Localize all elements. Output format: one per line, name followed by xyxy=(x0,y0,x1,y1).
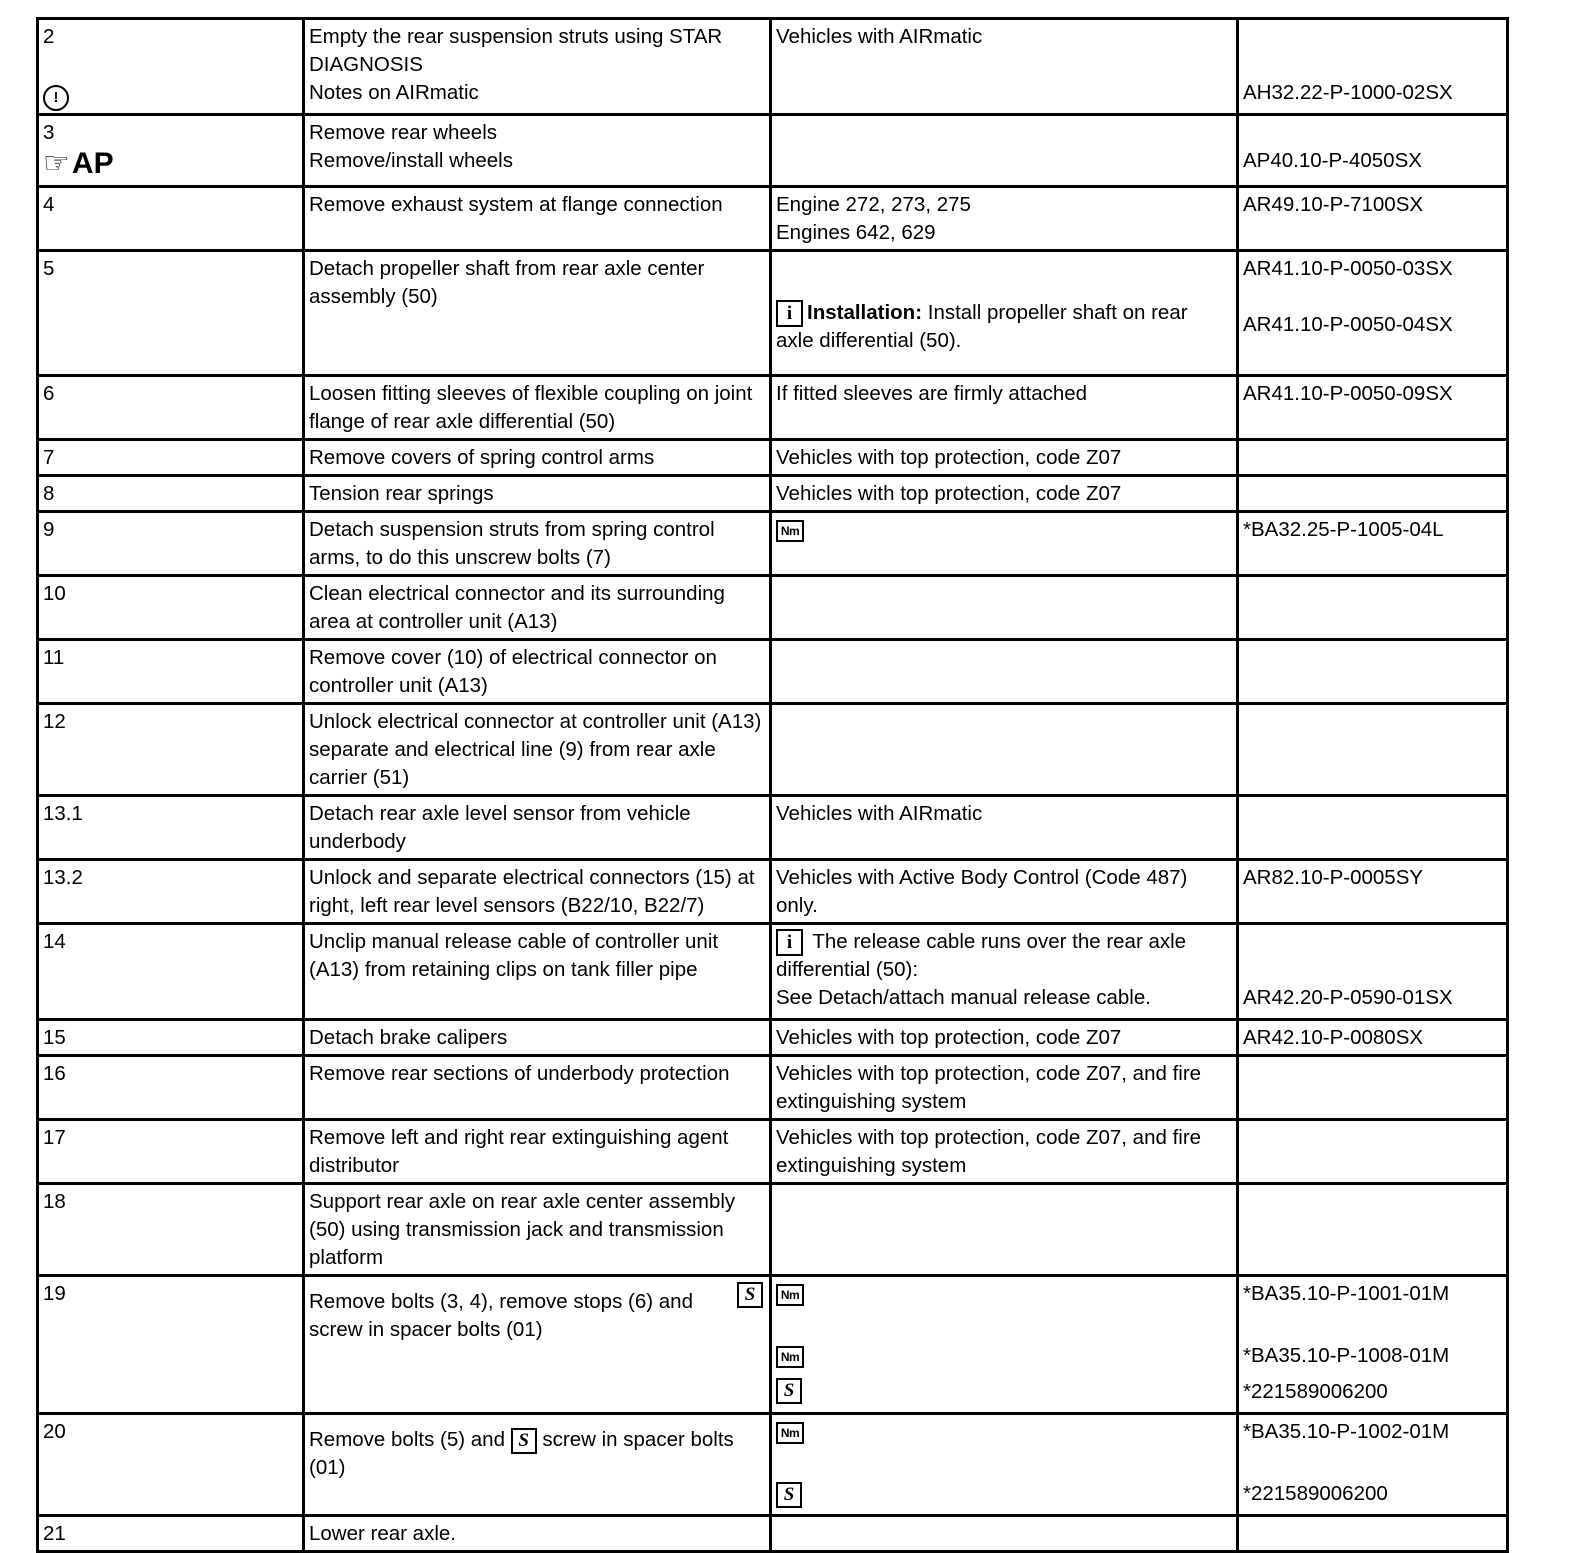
operation-cell xyxy=(304,251,771,376)
condition-cell xyxy=(771,1414,1238,1516)
step-cell xyxy=(38,1056,304,1120)
operation-text: Unlock and separate electrical connectors (15) at right, left rear level sensors (B22/10, B22/7) xyxy=(309,866,755,917)
info-note-link[interactable]: See Detach/attach manual release cable. xyxy=(776,986,1151,1010)
step-number: 6 xyxy=(43,382,55,405)
reference-cell xyxy=(1238,640,1508,704)
operation-text: Remove left and right rear extinguishing agent distributor xyxy=(309,1126,729,1177)
step-number: 20 xyxy=(43,1420,66,1443)
operation-cell xyxy=(304,924,771,1020)
special-tool-icon[interactable]: S xyxy=(511,1428,537,1454)
condition-text: If fitted sleeves are firmly attached xyxy=(776,382,1088,405)
operation-cell xyxy=(304,187,771,251)
condition-cell xyxy=(771,1276,1238,1414)
operation-cell xyxy=(304,640,771,704)
step-number: 19 xyxy=(43,1282,66,1305)
table-row xyxy=(38,376,1508,440)
reference-link[interactable]: AH32.22-P-1000-02SX xyxy=(1243,81,1453,104)
operation-text: Empty the rear suspension struts using STAR DIAGNOSIS xyxy=(309,25,723,76)
operation-link[interactable]: Remove/install wheels xyxy=(309,149,513,172)
operation-cell xyxy=(304,476,771,512)
operation-text: Remove covers of spring control arms xyxy=(309,446,655,469)
operation-text: Clean electrical connector and its surrounding area at controller unit (A13) xyxy=(309,582,725,633)
operation-cell xyxy=(304,576,771,640)
reference-cell xyxy=(1238,1056,1508,1120)
condition-text: Vehicles with top protection, code Z07 xyxy=(776,482,1122,505)
reference-cell xyxy=(1238,924,1508,1020)
nm-torque-icon[interactable]: Nm xyxy=(776,1422,804,1444)
reference-cell xyxy=(1238,476,1508,512)
condition-text: Engine 272, 273, 275 xyxy=(776,193,971,216)
operation-text: Remove cover (10) of electrical connector on controller unit (A13) xyxy=(309,646,717,697)
operation-cell xyxy=(304,1120,771,1184)
table-row xyxy=(38,704,1508,796)
step-cell xyxy=(38,704,304,796)
step-number: 15 xyxy=(43,1026,66,1049)
condition-cell xyxy=(771,860,1238,924)
info-note-text: The release cable runs over the rear axle differential (50): xyxy=(776,930,1187,982)
operation-cell xyxy=(304,1276,771,1414)
table-row xyxy=(38,1414,1508,1516)
step-number: 16 xyxy=(43,1062,66,1085)
step-number: 9 xyxy=(43,518,55,541)
condition-cell xyxy=(771,476,1238,512)
reference-cell xyxy=(1238,796,1508,860)
table-row xyxy=(38,576,1508,640)
operation-cell xyxy=(304,1020,771,1056)
step-cell xyxy=(38,924,304,1020)
condition-text: Vehicles with Active Body Control (Code 487) only. xyxy=(776,866,1188,917)
condition-text: Vehicles with top protection, code Z07 xyxy=(776,446,1122,469)
operation-cell xyxy=(304,704,771,796)
table-row xyxy=(38,440,1508,476)
operation-cell xyxy=(304,860,771,924)
condition-text: Vehicles with top protection, code Z07 xyxy=(776,1026,1122,1049)
table-row xyxy=(38,19,1508,115)
condition-text: Vehicles with top protection, code Z07, and fire extinguishing system xyxy=(776,1062,1202,1113)
operation-text: Detach rear axle level sensor from vehicle underbody xyxy=(309,802,691,853)
condition-cell xyxy=(771,440,1238,476)
operation-text: Loosen fitting sleeves of flexible coupling on joint flange of rear axle differential (50) xyxy=(309,382,753,433)
reference-cell xyxy=(1238,860,1508,924)
step-number: 18 xyxy=(43,1190,66,1213)
table-row xyxy=(38,1020,1508,1056)
ap-label: AP xyxy=(71,147,114,180)
step-cell xyxy=(38,576,304,640)
table-row xyxy=(38,924,1508,1020)
operation-text: Remove bolts (5) and S screw in spacer bolts (01) xyxy=(309,1428,734,1479)
condition-cell xyxy=(771,640,1238,704)
reference-cell xyxy=(1238,187,1508,251)
operation-text: Unclip manual release cable of controller unit (A13) from retaining clips on tank filler pipe xyxy=(309,930,719,981)
installation-label: Installation: xyxy=(807,301,923,324)
table-row xyxy=(38,476,1508,512)
operation-text: Remove rear sections of underbody protection xyxy=(309,1062,730,1085)
condition-cell xyxy=(771,251,1238,376)
reference-cell xyxy=(1238,1020,1508,1056)
condition-text: Vehicles with AIRmatic xyxy=(776,802,983,825)
reference-link[interactable]: *BA32.25-P-1005-04L xyxy=(1243,518,1444,541)
installation-text: Install propeller shaft on rear axle differential (50). xyxy=(776,301,1188,353)
reference-cell xyxy=(1238,1276,1508,1414)
reference-link[interactable]: AR82.10-P-0005SY xyxy=(1243,866,1424,889)
step-cell xyxy=(38,376,304,440)
operation-text: Unlock electrical connector at controller unit (A13) separate and electrical line (9) from rear axle carrier (51) xyxy=(309,710,762,789)
reference-cell xyxy=(1238,512,1508,576)
table-row xyxy=(38,115,1508,187)
reference-cell xyxy=(1238,376,1508,440)
reference-link[interactable]: *221589006200 xyxy=(1243,1482,1388,1505)
step-number: 3 xyxy=(43,121,55,144)
nm-torque-icon[interactable]: Nm xyxy=(776,1284,804,1306)
reference-cell xyxy=(1238,1516,1508,1552)
operation-cell xyxy=(304,115,771,187)
operation-link[interactable]: Notes on AIRmatic xyxy=(309,81,479,104)
step-number: 21 xyxy=(43,1522,66,1545)
step-number: 11 xyxy=(43,646,65,669)
procedure-table xyxy=(36,17,1509,1553)
step-number: 8 xyxy=(43,482,55,505)
table-row xyxy=(38,1516,1508,1552)
operation-cell xyxy=(304,1516,771,1552)
step-number: 17 xyxy=(43,1126,66,1149)
operation-text: Tension rear springs xyxy=(309,482,494,505)
operation-cell xyxy=(304,796,771,860)
reference-link[interactable]: AR49.10-P-7100SX xyxy=(1243,193,1424,216)
table-row xyxy=(38,1276,1508,1414)
reference-cell xyxy=(1238,19,1508,115)
operation-text: Detach suspension struts from spring control arms, to do this unscrew bolts (7) xyxy=(309,518,715,569)
table-row xyxy=(38,251,1508,376)
table-row xyxy=(38,640,1508,704)
condition-cell xyxy=(771,1020,1238,1056)
condition-cell xyxy=(771,924,1238,1020)
step-cell xyxy=(38,796,304,860)
reference-link[interactable]: AR41.10-P-0050-03SX xyxy=(1243,257,1453,280)
step-cell xyxy=(38,115,304,187)
operation-cell xyxy=(304,1414,771,1516)
operation-cell xyxy=(304,1184,771,1276)
step-cell xyxy=(38,1184,304,1276)
operation-cell xyxy=(304,19,771,115)
condition-cell xyxy=(771,1516,1238,1552)
reference-link[interactable]: *BA35.10-P-1002-01M xyxy=(1243,1420,1450,1443)
step-cell xyxy=(38,1020,304,1056)
condition-cell xyxy=(771,115,1238,187)
condition-cell xyxy=(771,187,1238,251)
condition-text: Engines 642, 629 xyxy=(776,221,936,244)
condition-cell xyxy=(771,1120,1238,1184)
reference-cell xyxy=(1238,1414,1508,1516)
reference-cell xyxy=(1238,251,1508,376)
step-number: 4 xyxy=(43,193,55,216)
condition-cell xyxy=(771,376,1238,440)
special-tool-icon[interactable]: S xyxy=(776,1482,802,1508)
nm-torque-icon[interactable]: Nm xyxy=(776,520,804,542)
step-number: 10 xyxy=(43,582,66,605)
step-cell xyxy=(38,1120,304,1184)
condition-text: Vehicles with top protection, code Z07, and fire extinguishing system xyxy=(776,1126,1202,1177)
info-box-icon: i xyxy=(776,300,803,327)
condition-cell xyxy=(771,1184,1238,1276)
condition-cell xyxy=(771,512,1238,576)
table-row xyxy=(38,796,1508,860)
step-cell xyxy=(38,1276,304,1414)
condition-text: Vehicles with AIRmatic xyxy=(776,25,983,48)
operation-cell xyxy=(304,376,771,440)
reference-cell xyxy=(1238,576,1508,640)
operation-text: Remove exhaust system at flange connection xyxy=(309,193,723,216)
operation-cell xyxy=(304,440,771,476)
table-row xyxy=(38,1056,1508,1120)
reference-link[interactable]: *221589006200 xyxy=(1243,1380,1388,1403)
step-number: 7 xyxy=(43,446,55,469)
reference-cell xyxy=(1238,704,1508,796)
pointing-hand-icon: ☞ xyxy=(43,147,70,180)
reference-cell xyxy=(1238,440,1508,476)
step-cell xyxy=(38,1414,304,1516)
table-row xyxy=(38,1120,1508,1184)
reference-cell xyxy=(1238,1120,1508,1184)
step-number: 5 xyxy=(43,257,55,280)
step-cell xyxy=(38,251,304,376)
step-cell xyxy=(38,476,304,512)
condition-cell xyxy=(771,796,1238,860)
operation-text: Support rear axle on rear axle center assembly (50) using transmission jack and transmission platform xyxy=(309,1190,736,1269)
reference-link[interactable]: *BA35.10-P-1001-01M xyxy=(1243,1282,1450,1305)
reference-link[interactable]: AR42.10-P-0080SX xyxy=(1243,1026,1424,1049)
reference-cell xyxy=(1238,115,1508,187)
condition-cell xyxy=(771,1056,1238,1120)
step-cell xyxy=(38,640,304,704)
info-note xyxy=(776,928,1230,984)
reference-link[interactable]: AR41.10-P-0050-09SX xyxy=(1243,382,1453,405)
step-cell xyxy=(38,19,304,115)
operation-text: Detach brake calipers xyxy=(309,1026,508,1049)
condition-cell xyxy=(771,704,1238,796)
table-row xyxy=(38,512,1508,576)
step-cell xyxy=(38,187,304,251)
operation-text: Remove bolts (3, 4), remove stops (6) and screw in spacer bolts (01) xyxy=(309,1290,693,1341)
step-number: 13.1 xyxy=(43,802,83,825)
special-tool-icon[interactable]: S xyxy=(737,1282,763,1308)
installation-note xyxy=(776,299,1230,355)
warning-circle-icon: ! xyxy=(43,85,69,111)
step-cell xyxy=(38,440,304,476)
step-number: 12 xyxy=(43,710,66,733)
operation-cell xyxy=(304,1056,771,1120)
operation-cell xyxy=(304,512,771,576)
step-number: 13.2 xyxy=(43,866,83,889)
reference-link[interactable]: AR42.20-P-0590-01SX xyxy=(1243,986,1453,1009)
step-number: 14 xyxy=(43,930,66,953)
step-cell xyxy=(38,1516,304,1552)
table-row xyxy=(38,1184,1508,1276)
step-cell xyxy=(38,512,304,576)
reference-link[interactable]: *BA35.10-P-1008-01M xyxy=(1243,1344,1450,1367)
condition-cell xyxy=(771,576,1238,640)
special-tool-icon[interactable]: S xyxy=(776,1378,802,1404)
reference-link[interactable]: AP40.10-P-4050SX xyxy=(1243,149,1422,172)
table-row xyxy=(38,187,1508,251)
reference-link[interactable]: AR41.10-P-0050-04SX xyxy=(1243,313,1453,336)
operation-text: Lower rear axle. xyxy=(309,1522,456,1545)
reference-cell xyxy=(1238,1184,1508,1276)
operation-text: Detach propeller shaft from rear axle center assembly (50) xyxy=(309,257,705,308)
info-box-icon: i xyxy=(776,929,803,956)
condition-cell xyxy=(771,19,1238,115)
nm-torque-icon[interactable]: Nm xyxy=(776,1346,804,1368)
step-cell xyxy=(38,860,304,924)
step-number: 2 xyxy=(43,25,55,48)
operation-text: Remove rear wheels xyxy=(309,121,497,144)
table-row xyxy=(38,860,1508,924)
